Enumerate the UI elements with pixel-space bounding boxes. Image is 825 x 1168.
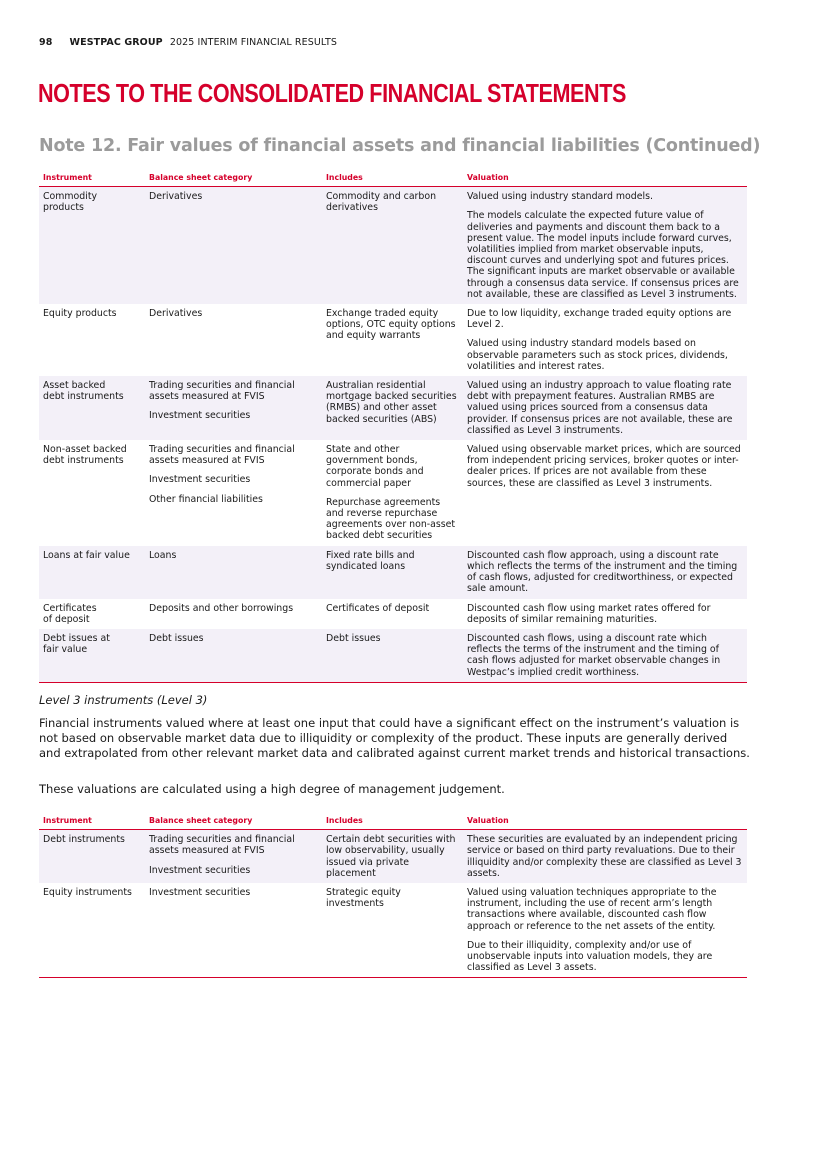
column-header-balance-sheet-category: Balance sheet category: [145, 170, 322, 187]
includes-cell: [322, 830, 463, 883]
includes-cell-paragraph: Debt issues: [326, 632, 381, 644]
category-cell-paragraph: Trading securities and financial assets measured at FVIS: [149, 380, 295, 403]
valuation-cell: [463, 599, 747, 629]
instrument-cell-line: Debt issues at: [43, 632, 110, 644]
instrument-cell-line: Equity products: [43, 308, 117, 320]
column-header-includes: Includes: [322, 170, 463, 187]
includes-cell-paragraph: Repurchase agreements and reverse repurchase agreements over non-asset backed debt securities: [326, 496, 456, 542]
valuation-cell-paragraph: Valued using industry standard models based on observable parameters such as stock prices, dividends, volatilities and interest rates.: [467, 338, 728, 372]
page-number: 98: [39, 37, 53, 48]
includes-cell: [322, 376, 463, 440]
instrument-cell: [39, 599, 145, 629]
column-header-instrument: Instrument: [39, 170, 145, 187]
column-header-balance-sheet-category: Balance sheet category: [145, 813, 322, 830]
valuation-cell: [463, 187, 747, 304]
includes-cell-paragraph: Exchange traded equity options, OTC equity options and equity warrants: [326, 308, 456, 342]
column-header-valuation: Valuation: [463, 813, 747, 830]
table-row: [39, 629, 747, 682]
instrument-cell-line: Equity instruments: [43, 887, 132, 899]
level3-paragraph: Financial instruments valued where at least one input that could have a significant effect on the instrument’s valuation is not based on observable market data due to illiquidity or complexity of the product. These inputs are generally derived and extrapolated from other relevant market data and calibrated against current market trends and historical transactions.: [39, 716, 750, 760]
level3-instruments-table: [39, 813, 747, 978]
valuation-cell: [463, 304, 747, 376]
page-header: [39, 37, 337, 48]
instrument-cell-line: debt instruments: [43, 455, 124, 467]
table-row: [39, 830, 747, 883]
category-cell-paragraph: Investment securities: [149, 410, 251, 422]
valuation-cell-paragraph: The models calculate the expected future value of deliveries and payments and discount them back to a present value. The model inputs include forward curves, volatilities implied from market observable inputs, discount curves and underlying spot and futures prices. The significant inputs are market observable or available through a consensus data service. If consensus prices are not available, these are classified as Level 3 instruments.: [467, 210, 739, 300]
company-name: WESTPAC GROUP: [69, 37, 163, 48]
instrument-cell: [39, 440, 145, 546]
note-title: Note 12. Fair values of financial assets and financial liabilities (Continued): [39, 136, 761, 156]
table-row: [39, 883, 747, 978]
category-cell-paragraph: Investment securities: [149, 887, 251, 899]
column-header-instrument: Instrument: [39, 813, 145, 830]
report-name: 2025 INTERIM FINANCIAL RESULTS: [169, 37, 338, 48]
valuation-cell: [463, 546, 747, 599]
table-row: [39, 187, 747, 304]
category-cell-paragraph: Derivatives: [149, 191, 203, 203]
category-cell: [145, 599, 322, 629]
valuation-cell: [463, 830, 747, 883]
valuation-cell: [463, 376, 747, 440]
instrument-cell-line: Asset backed: [43, 380, 106, 392]
instrument-cell: [39, 187, 145, 304]
instrument-cell: [39, 546, 145, 599]
instrument-cell-line: Debt instruments: [43, 834, 125, 846]
includes-cell: [322, 440, 463, 546]
includes-cell: [322, 883, 463, 978]
includes-cell: [322, 304, 463, 376]
instrument-cell-line: of deposit: [43, 613, 90, 625]
includes-cell: [322, 187, 463, 304]
includes-cell-paragraph: Fixed rate bills and syndicated loans: [326, 549, 415, 572]
category-cell-paragraph: Investment securities: [149, 474, 251, 486]
table-row: [39, 599, 747, 629]
category-cell: [145, 187, 322, 304]
instrument-cell-line: fair value: [43, 644, 88, 656]
table-row: [39, 304, 747, 376]
instrument-cell-line: Certificates: [43, 602, 97, 614]
valuation-cell: [463, 629, 747, 682]
valuation-cell-paragraph: Discounted cash flows, using a discount rate which reflects the terms of the instrument and the timing of cash flows adjusted for market observable changes in Westpac’s implied credit worthiness.: [467, 632, 721, 678]
category-cell: [145, 440, 322, 546]
instrument-cell: [39, 883, 145, 978]
instrument-cell-line: Non-asset backed: [43, 444, 127, 456]
category-cell: [145, 546, 322, 599]
valuation-cell-paragraph: Valued using valuation techniques appropriate to the instrument, including the use of recent arm’s length transactions where available, discounted cash flow approach or reference to the net assets of the entity.: [467, 887, 717, 932]
table-row: [39, 440, 747, 546]
instrument-cell: [39, 629, 145, 682]
instrument-cell-line: products: [43, 202, 84, 214]
includes-cell-paragraph: Strategic equity investments: [326, 887, 401, 910]
instrument-cell-line: debt instruments: [43, 391, 124, 403]
table-header-row: [39, 813, 747, 830]
category-cell-paragraph: Trading securities and financial assets measured at FVIS: [149, 444, 295, 467]
valuation-cell-paragraph: Valued using observable market prices, which are sourced from independent pricing services, broker quotes or inter-dealer prices. If prices are not available from these sources, these are classified as Level 3 instruments.: [467, 444, 741, 489]
category-cell: [145, 629, 322, 682]
category-cell-paragraph: Other financial liabilities: [149, 493, 263, 505]
includes-cell-paragraph: State and other government bonds, corporate bonds and commercial paper: [326, 444, 424, 489]
category-cell: [145, 883, 322, 978]
includes-cell: [322, 546, 463, 599]
valuation-cell-paragraph: Discounted cash flow using market rates offered for deposits of similar remaining maturities.: [467, 602, 711, 625]
instrument-cell-line: Loans at fair value: [43, 549, 130, 561]
includes-cell-paragraph: Australian residential mortgage backed securities (RMBS) and other asset backed securities (ABS): [326, 380, 457, 425]
valuation-cell-paragraph: Valued using an industry approach to value floating rate debt with prepayment features. Australian RMBS are valued using prices sourced from a consensus data provider. If consensus prices are not available, these are classified as Level 3 instruments.: [467, 380, 733, 436]
category-cell-paragraph: Debt issues: [149, 632, 204, 644]
instrument-cell: [39, 304, 145, 376]
includes-cell-paragraph: Certain debt securities with low observability, usually issued via private placement: [326, 834, 456, 879]
includes-cell: [322, 599, 463, 629]
valuation-cell: [463, 883, 747, 978]
section-title: NOTES TO THE CONSOLIDATED FINANCIAL STATEMENTS: [38, 78, 626, 108]
includes-cell-paragraph: Certificates of deposit: [326, 602, 430, 614]
table-row: [39, 546, 747, 599]
table-row: [39, 376, 747, 440]
category-cell: [145, 304, 322, 376]
column-header-valuation: Valuation: [463, 170, 747, 187]
includes-cell-paragraph: Commodity and carbon derivatives: [326, 191, 437, 214]
level3-heading: Level 3 instruments (Level 3): [39, 693, 208, 707]
table-header-row: [39, 170, 747, 187]
instrument-cell: [39, 830, 145, 883]
valuation-cell-paragraph: These securities are evaluated by an independent pricing service or based on third party revaluations. Due to their illiquidity and/or complexity these are classified as Level 3 assets.: [467, 834, 742, 879]
valuation-cell-paragraph: Due to low liquidity, exchange traded equity options are Level 2.: [467, 308, 732, 331]
valuation-cell-paragraph: Discounted cash flow approach, using a discount rate which reflects the terms of the instrument and the timing of cash flows, adjusted for creditworthiness, or expected sale amount.: [467, 549, 738, 595]
category-cell: [145, 376, 322, 440]
instrument-cell-line: Commodity: [43, 191, 98, 203]
category-cell-paragraph: Deposits and other borrowings: [149, 602, 294, 614]
category-cell-paragraph: Loans: [149, 549, 177, 561]
valuation-cell: [463, 440, 747, 546]
includes-cell: [322, 629, 463, 682]
category-cell-paragraph: Investment securities: [149, 864, 251, 876]
valuation-cell-paragraph: Valued using industry standard models.: [467, 191, 653, 203]
category-cell-paragraph: Derivatives: [149, 308, 203, 320]
valuation-cell-paragraph: Due to their illiquidity, complexity and/or use of unobservable inputs into valuation models, they are classified as Level 3 assets.: [467, 939, 713, 974]
instrument-cell: [39, 376, 145, 440]
category-cell-paragraph: Trading securities and financial assets measured at FVIS: [149, 834, 295, 857]
management-judgement-paragraph: These valuations are calculated using a high degree of management judgement.: [39, 782, 505, 796]
column-header-includes: Includes: [322, 813, 463, 830]
valuation-methods-table: [39, 170, 747, 683]
category-cell: [145, 830, 322, 883]
